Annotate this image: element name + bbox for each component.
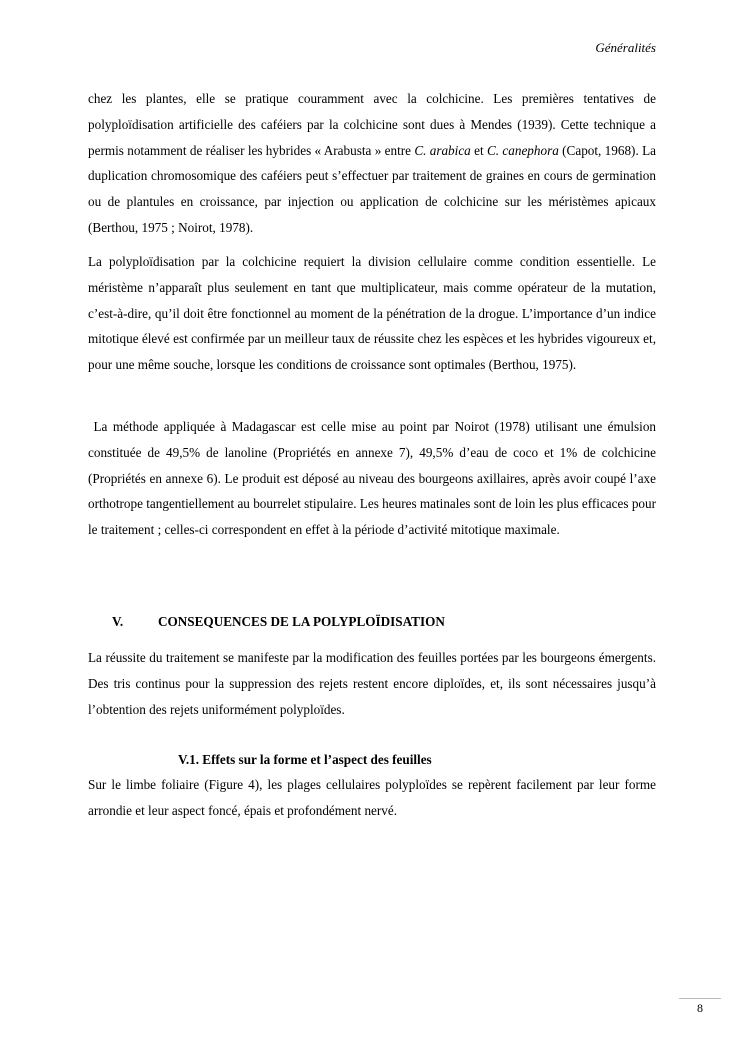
- section-title: CONSEQUENCES DE LA POLYPLOÏDISATION: [158, 614, 445, 629]
- paragraph-text: chez les plantes, elle se pratique couramment avec la colchicine. Les premières tentatives de polyploïdisation artificielle des caféiers par la colchicine sont dues à Mendes (1939). Cette technique a permis notamment de réaliser les hybrides « Arabusta » entre: [88, 91, 656, 158]
- paragraph-treatment-success: La réussite du traitement se manifeste par la modification des feuilles portées par les bourgeons émergents. Des tris continus pour la suppression des rejets restent encore diploïdes, et, ils sont nécessaires jusqu’à l’obtention des rejets uniformément polyploïdes.: [88, 650, 656, 717]
- paragraph-colchicine-history: [88, 86, 656, 241]
- paragraph-text: et: [470, 142, 487, 158]
- paragraph-madagascar-method: [88, 414, 656, 543]
- paragraph-leaf-blade: Sur le limbe foliaire (Figure 4), les plages cellulaires polyploïdes se repèrent facilement par leur forme arrondie et leur aspect foncé, épais et profondément nervé.: [88, 777, 656, 818]
- footer-divider: [679, 998, 721, 999]
- species-name: C. arabica: [414, 142, 471, 158]
- section-heading: [112, 614, 445, 630]
- paragraph-cell-division: La polyploïdisation par la colchicine requiert la division cellulaire comme condition essentielle. Le méristème n’apparaît plus seulement en tant que multiplicateur, mais comme opérateur de la mutation, c’est-à-dire, qu’il doit être fonctionnel au moment de la pénétration de la drogue. L’importance d’un indice mitotique élevé est confirmée par un meilleur taux de réussite chez les espèces et les hybrides vigoureux et, pour une même souche, lorsque les conditions de croissance sont optimales (Berthou, 1975).: [88, 254, 656, 373]
- paragraph-text: (Capot, 1968). La duplication chromosomique des caféiers peut s’effectuer par traitement de graines en cours de germination ou de plantules en croissance, par injection ou application de colchicine sur les méristèmes apicaux (Berthou, 1975 ; Noirot, 1978).: [88, 142, 656, 235]
- species-name: C. canephora: [486, 142, 559, 158]
- paragraph-text: La méthode appliquée à Madagascar est celle mise au point par Noirot (1978) utilisant une émulsion constituée de 49,5% de lanoline (Propriétés en annexe 7), 49,5% d’eau de coco et 1% de colchicine (Propriétés en annexe 6). Le produit est déposé au niveau des bourgeons axillaires, après avoir coupé l’axe orthotrope tangentiellement au bourrelet stipulaire. Les heures matinales sont de loin les plus efficaces pour le traitement ; celles-ci correspondent en effet à la période d’activité mitotique maximale.: [88, 419, 657, 538]
- running-header: Généralités: [595, 40, 656, 55]
- page-number: 8: [697, 1001, 703, 1015]
- section-number: V.: [112, 614, 124, 629]
- subsection-heading: V.1. Effets sur la forme et l’aspect des feuilles: [178, 752, 432, 767]
